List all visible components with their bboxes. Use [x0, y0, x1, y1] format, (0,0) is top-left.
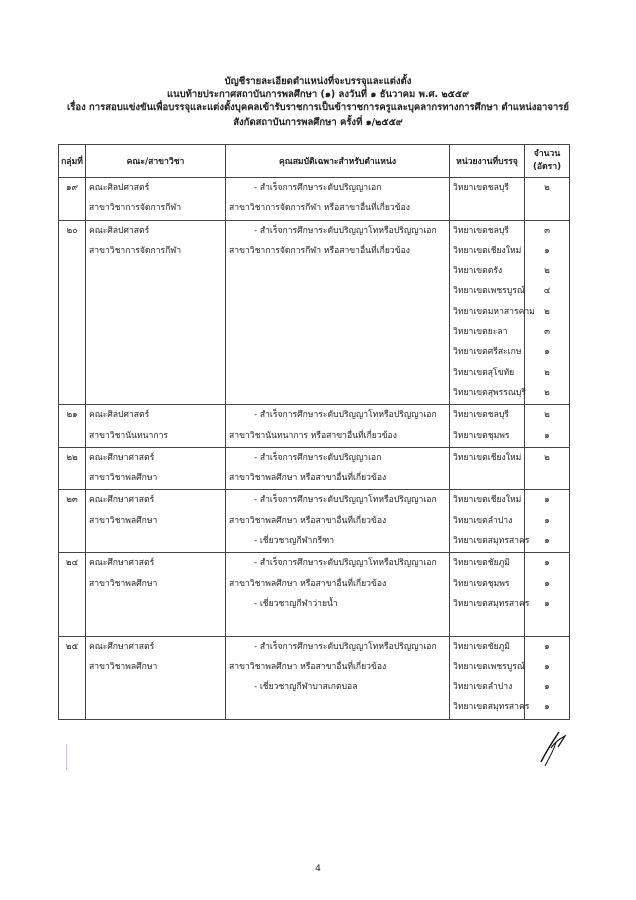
group-number: ๒๕: [65, 641, 79, 652]
group-number-cell: [59, 405, 86, 448]
qualification-cell: [226, 636, 450, 719]
faculty-name: คณะศึกษาศาสตร์: [89, 495, 155, 506]
program-name: สาขาวิชาการจัดการกีฬา: [89, 203, 182, 214]
campus-name: วิทยาเขตเชียงใหม่: [453, 245, 522, 256]
position-count: ๑: [544, 515, 550, 526]
group-number: ๒๓: [66, 495, 78, 506]
faculty-cell: [86, 178, 226, 221]
group-number: ๒๒: [66, 452, 78, 463]
faculty-name: คณะศึกษาศาสตร์: [89, 641, 155, 652]
qualification-field: สาขาวิชานันทนาการ หรือสาขาอื่นที่เกี่ยวข้อง: [229, 430, 397, 441]
campus-name: วิทยาเขตเชียงใหม่: [453, 495, 522, 506]
qualification-expertise: - เชี่ยวชาญกีฬาบาสเกตบอล: [254, 682, 358, 693]
unit-cell: [450, 447, 525, 490]
campus-name: วิทยาเขตเชียงใหม่: [453, 452, 522, 463]
qualification-cell: [226, 447, 450, 490]
position-count: ๑: [544, 347, 550, 358]
positions-table: [58, 144, 570, 720]
qualification-degree: - สำเร็จการศึกษาระดับปริญญาโทหรือปริญญาเอก: [254, 558, 437, 569]
program-name: สาขาวิชาการจัดการกีฬา: [89, 245, 182, 256]
unit-cell: [450, 553, 530, 636]
program-name: สาขาวิชาพลศึกษา: [89, 473, 158, 484]
unit-cell: [450, 220, 535, 405]
position-count: ๑: [544, 578, 550, 589]
faculty-cell: [86, 405, 226, 448]
campus-name: วิทยาเขตชัยภูมิ: [453, 641, 510, 652]
table-row: [59, 178, 570, 221]
qualification-degree: - สำเร็จการศึกษาระดับปริญญาเอก: [254, 183, 382, 193]
campus-name: วิทยาเขตสมุทรสาคร: [453, 536, 530, 547]
program-name: สาขาวิชานันทนาการ: [89, 430, 169, 441]
faculty-cell: [86, 447, 226, 490]
position-count: ๒: [544, 266, 550, 277]
unit-cell: [450, 178, 525, 221]
table-header-row: [59, 145, 570, 178]
table-row: [59, 447, 570, 490]
qualification-expertise: - เชี่ยวชาญกีฬากรีฑา: [254, 536, 335, 547]
count-cell: [525, 178, 570, 221]
position-count: ๑: [544, 430, 550, 441]
group-number-cell: [59, 447, 86, 490]
doc-affiliation: สังกัดสถาบันการพลศึกษา ครั้งที่ ๑/๒๕๕๙: [233, 117, 403, 128]
position-count: ๒: [544, 387, 550, 398]
qualification-field: สาขาวิชาพลศึกษา หรือสาขาอื่นที่เกี่ยวข้อง: [229, 578, 387, 589]
position-count: ๒: [544, 367, 550, 378]
col-header-count-l2: (อัตรา): [532, 162, 562, 172]
qualification-cell: [226, 490, 450, 553]
table-body: [59, 178, 570, 720]
position-count: ๒: [544, 452, 550, 463]
campus-name: วิทยาเขตลำปาง: [453, 515, 513, 526]
campus-name: วิทยาเขตตรัง: [453, 266, 503, 277]
count-cell: [525, 553, 570, 636]
campus-name: วิทยาเขตสุพรรณบุรี: [453, 387, 526, 398]
unit-cell: [450, 490, 530, 553]
position-count: ๑: [544, 641, 550, 652]
page-number: 4: [315, 864, 321, 874]
campus-name: วิทยาเขตชัยภูมิ: [453, 558, 510, 569]
group-number: ๑๙: [66, 183, 78, 193]
position-count: ๑: [544, 558, 550, 569]
group-number-cell: [59, 490, 86, 553]
count-cell: [525, 636, 570, 719]
unit-cell: [450, 405, 525, 448]
campus-name: วิทยาเขตสุโขทัย: [453, 367, 515, 378]
col-header-qualification: คุณสมบัติเฉพาะสำหรับตำแหน่ง: [226, 145, 450, 178]
campus-name: วิทยาเขตเพชรบูรณ์: [453, 286, 525, 297]
faculty-name: คณะศึกษาศาสตร์: [89, 452, 155, 463]
table-row: [59, 490, 570, 553]
campus-name: วิทยาเขตยะลา: [453, 327, 508, 338]
position-count: ๑: [544, 702, 550, 713]
signature-mark: [537, 726, 569, 770]
col-header-count-l1: จำนวน: [533, 149, 561, 159]
faculty-cell: [86, 490, 226, 553]
campus-name: วิทยาเขตชุมพร: [453, 430, 510, 441]
unit-cell: [450, 636, 530, 719]
group-number: ๒๐: [66, 225, 78, 236]
group-number-cell: [59, 178, 86, 221]
col-header-group: กลุ่มที่: [59, 145, 86, 178]
qualification-cell: [226, 220, 450, 405]
faculty-name: คณะศิลปศาสตร์: [89, 410, 150, 421]
qualification-field: สาขาวิชาการจัดการกีฬา หรือสาขาอื่นที่เกี่ยวข้อง: [229, 203, 410, 214]
doc-subject: เรื่อง การสอบแข่งขันเพื่อบรรจุและแต่งตั้งบุคคลเข้ารับราชการเป็นข้าราชการครูและบุคลากรทางการศึกษา ตำแหน่งอาจารย์: [67, 102, 569, 113]
position-count: ๒: [544, 306, 550, 317]
campus-name: วิทยาเขตสมุทรสาคร: [453, 702, 530, 713]
position-count: ๒: [544, 410, 550, 421]
campus-name: วิทยาเขตชลบุรี: [453, 225, 509, 236]
group-number-cell: [59, 553, 86, 636]
table-row: [59, 553, 570, 636]
count-cell: [525, 405, 570, 448]
faculty-cell: [86, 636, 226, 719]
table-row: [59, 636, 570, 719]
col-header-count: [525, 145, 570, 178]
qualification-degree: - สำเร็จการศึกษาระดับปริญญาโทหรือปริญญาเอก: [254, 495, 437, 506]
count-cell: [525, 490, 570, 553]
program-name: สาขาวิชาพลศึกษา: [89, 515, 158, 526]
position-count: ๑: [544, 682, 550, 693]
qualification-field: สาขาวิชาพลศึกษา หรือสาขาอื่นที่เกี่ยวข้อง: [229, 473, 387, 484]
campus-name: วิทยาเขตชุมพร: [453, 578, 510, 589]
campus-name: วิทยาเขตชลบุรี: [453, 410, 509, 421]
qualification-expertise: - เชี่ยวชาญกีฬาว่ายน้ำ: [254, 598, 338, 609]
col-header-faculty: คณะ/สาขาวิชา: [86, 145, 226, 178]
qualification-cell: [226, 553, 450, 636]
position-count: ๑: [544, 245, 550, 256]
qualification-field: สาขาวิชาการจัดการกีฬา หรือสาขาอื่นที่เกี่ยวข้อง: [229, 245, 410, 256]
group-number-cell: [59, 636, 86, 719]
position-count: ๑: [544, 598, 550, 609]
qualification-degree: - สำเร็จการศึกษาระดับปริญญาโทหรือปริญญาเอก: [254, 225, 437, 236]
campus-name: วิทยาเขตศรีสะเกษ: [453, 347, 522, 358]
doc-title: บัญชีรายละเอียดตำแหน่งที่จะบรรจุและแต่งตั้ง: [224, 76, 412, 87]
campus-name: วิทยาเขตสมุทรสาคร: [453, 598, 530, 609]
position-count: ๑: [544, 536, 550, 547]
faculty-name: คณะศิลปศาสตร์: [89, 183, 150, 193]
qualification-degree: - สำเร็จการศึกษาระดับปริญญาเอก: [254, 452, 382, 463]
position-count: ๓: [544, 327, 550, 338]
group-number-cell: [59, 220, 86, 405]
table-row: [59, 405, 570, 448]
faculty-name: คณะศึกษาศาสตร์: [89, 558, 155, 569]
count-cell: [525, 447, 570, 490]
qualification-degree: - สำเร็จการศึกษาระดับปริญญาโทหรือปริญญาเอก: [254, 410, 437, 421]
faculty-cell: [86, 220, 226, 405]
table-row: [59, 220, 570, 405]
campus-name: วิทยาเขตลำปาง: [453, 682, 513, 693]
campus-name: วิทยาเขตเพชรบูรณ์: [453, 661, 525, 672]
position-count: ๓: [544, 225, 550, 236]
position-count: ๑: [544, 661, 550, 672]
group-number: ๒๔: [65, 558, 79, 569]
doc-subtitle: แนบท้ายประกาศสถาบันการพลศึกษา (๑) ลงวันที่ ๑ ธันวาคม พ.ศ. ๒๕๕๙: [166, 89, 470, 100]
position-count: ๑: [544, 495, 550, 506]
campus-name: วิทยาเขตชลบุรี: [453, 183, 509, 193]
faculty-cell: [86, 553, 226, 636]
qualification-degree: - สำเร็จการศึกษาระดับปริญญาโทหรือปริญญาเอก: [254, 641, 437, 652]
col-header-unit: หน่วยงานที่บรรจุ: [450, 145, 525, 178]
campus-name: วิทยาเขตมหาสารคาม: [453, 306, 535, 317]
faculty-name: คณะศิลปศาสตร์: [89, 225, 150, 236]
qualification-field: สาขาวิชาพลศึกษา หรือสาขาอื่นที่เกี่ยวข้อง: [229, 661, 387, 672]
group-number: ๒๑: [66, 410, 78, 421]
margin-mark: [66, 744, 67, 770]
position-count: ๒: [544, 183, 550, 193]
position-count: ๔: [543, 286, 551, 297]
qualification-cell: [226, 178, 450, 221]
qualification-cell: [226, 405, 450, 448]
program-name: สาขาวิชาพลศึกษา: [89, 578, 158, 589]
qualification-field: สาขาวิชาพลศึกษา หรือสาขาอื่นที่เกี่ยวข้อง: [229, 515, 387, 526]
program-name: สาขาวิชาพลศึกษา: [89, 661, 158, 672]
